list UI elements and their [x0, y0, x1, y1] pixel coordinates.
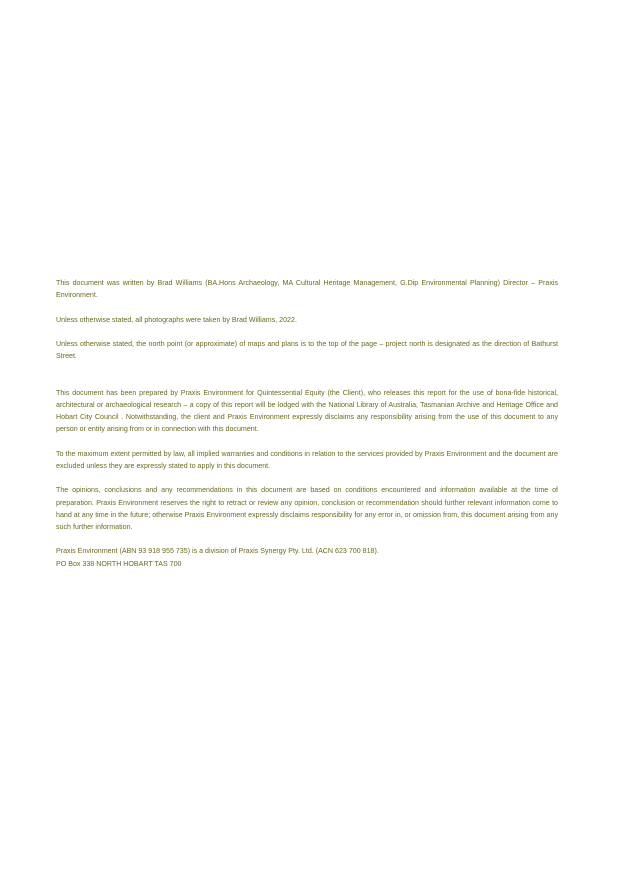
opinions-paragraph: The opinions, conclusions and any recommendations in this document are based on conditions encountered and information available at the time of preparation. Praxis Environment reserves the right to retract or review any opinion, conclusion or recommendation should further relevant information come to hand at any time in the future; otherwise Praxis Environment expressly disclaims responsibility for any error in, or omission from, this document arising from any such further information.	[56, 486, 558, 531]
paragraph-spacer	[56, 326, 558, 338]
document-body	[56, 277, 558, 570]
paragraph-spacer	[56, 472, 558, 484]
paragraph-spacer	[56, 533, 558, 545]
postal-address: PO Box 338 NORTH HOBART TAS 700	[56, 559, 182, 568]
north-point-paragraph: Unless otherwise stated, the north point (or approximate) of maps and plans is to the top of the page – project north is designated as the direction of Bathurst Street.	[56, 339, 558, 361]
warranty-paragraph: To the maximum extent permitted by law, all implied warranties and conditions in relation to the services provided by Praxis Environment and the document are excluded unless they are expressly stated to apply in this document.	[56, 449, 558, 470]
authorship-paragraph: This document was written by Brad Williams (BA.Hons Archaeology, MA Cultural Heritage Management, G.Dip Environmental Planning) Director – Praxis Environment.	[56, 279, 558, 300]
section-spacer	[56, 362, 558, 386]
paragraph-spacer	[56, 436, 558, 448]
company-line: Praxis Environment (ABN 93 918 955 735) is a division of Praxis Synergy Pty. Ltd. (ACN 623 700 818).	[56, 547, 379, 556]
paragraph-spacer	[56, 301, 558, 313]
photographs-paragraph: Unless otherwise stated, all photographs were taken by Brad Williams, 2022.	[56, 315, 297, 324]
prepared-for-paragraph: This document has been prepared by Praxis Environment for Quintessential Equity (the Client), who releases this report for the use of bona-fide historical, architectural or archaeological research – a copy of this report will be lodged with the National Library of Australia, Tasmanian Archive and Heritage Office and Hobart City Council . Notwithstanding, the client and Praxis Environment expressly disclaims any responsibility arising from the use of this document to any person or entity arising from or in connection with this document.	[56, 388, 558, 434]
